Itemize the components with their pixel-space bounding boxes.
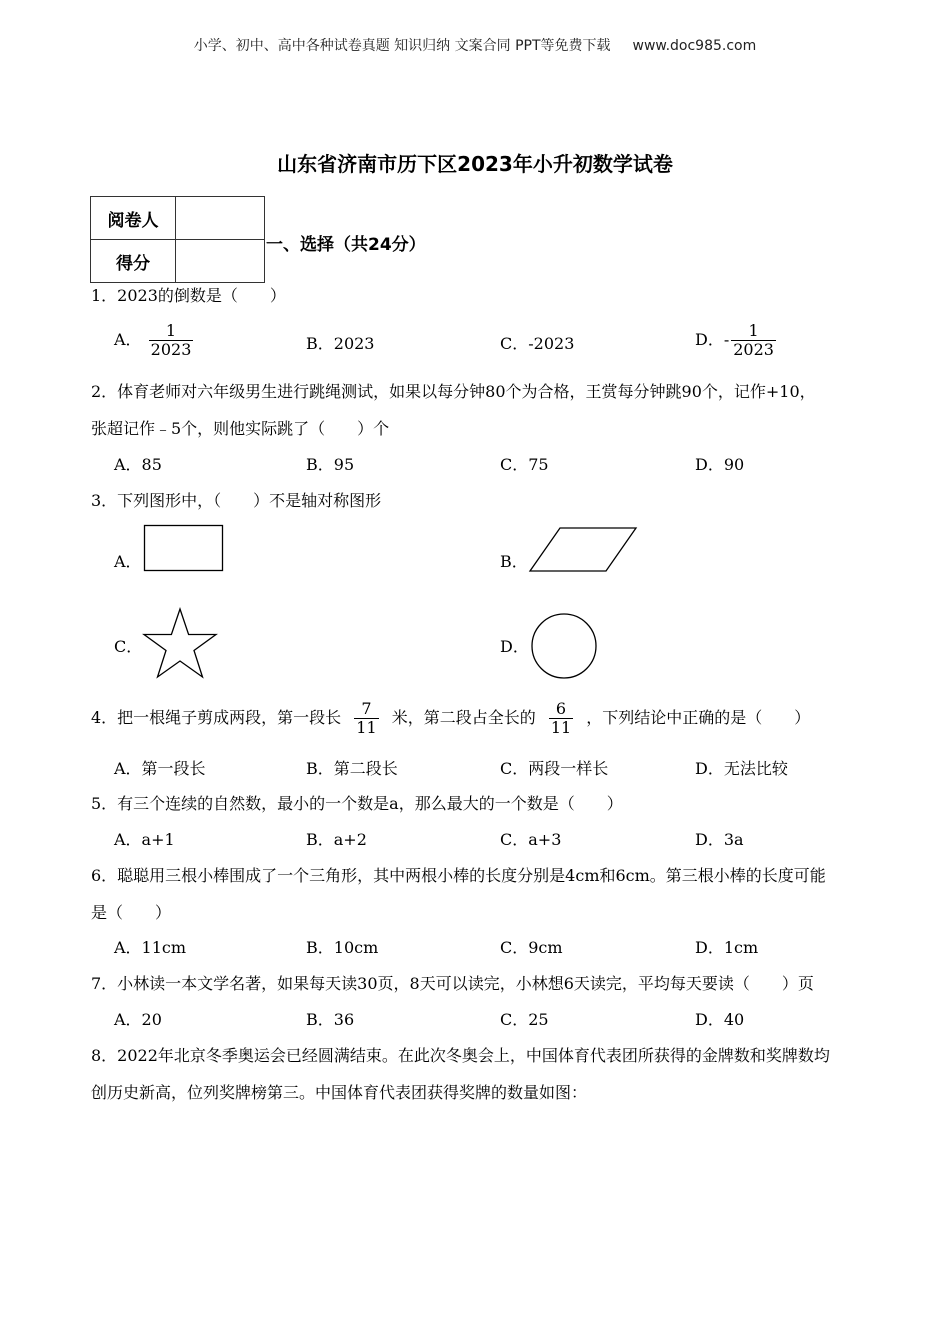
fraction	[549, 700, 573, 737]
star-icon	[141, 607, 219, 679]
question-8-line-1: 8．2022年北京冬季奥运会已经圆满结束。在此次冬奥会上，中国体育代表团所获得的金牌数和奖牌数均	[91, 1046, 830, 1065]
q4-text-suffix: ，下列结论中正确的是（ ）	[586, 708, 811, 727]
q6-option-d[interactable]: D．1cm	[695, 938, 759, 957]
score-label: 得分	[91, 240, 176, 283]
fraction-denominator: 2023	[150, 340, 192, 359]
rectangle-icon	[143, 524, 225, 574]
q1-option-c[interactable]: C．-2023	[500, 334, 575, 353]
q1-option-b[interactable]: B．2023	[306, 334, 375, 353]
q7-option-b[interactable]: B．36	[306, 1010, 355, 1029]
fraction-denominator: 2023	[733, 340, 774, 359]
q3-option-c[interactable]: C．	[114, 637, 143, 656]
grader-field[interactable]	[176, 197, 265, 240]
q5-option-c[interactable]: C．a+3	[500, 830, 562, 849]
option-label: A．	[114, 330, 142, 349]
q7-option-a[interactable]: A．20	[114, 1010, 162, 1029]
question-2-line-1: 2．体育老师对六年级男生进行跳绳测试，如果以每分钟80个为合格，王赏每分钟跳90个，记作+10，	[91, 382, 816, 401]
q2-option-d[interactable]: D．90	[695, 455, 745, 474]
question-5: 5．有三个连续的自然数，最小的一个数是a，那么最大的一个数是（ ）	[91, 794, 623, 813]
question-2-line-2: 张超记作﹣5个，则他实际跳了（ ）个	[91, 419, 390, 438]
q7-option-c[interactable]: C．25	[500, 1010, 549, 1029]
q4-text-prefix: 4．把一根绳子剪成两段，第一段长	[91, 708, 342, 727]
q5-option-a[interactable]: A．a+1	[114, 830, 175, 849]
q1-option-a[interactable]	[114, 322, 195, 359]
page-title: 山东省济南市历下区2023年小升初数学试卷	[277, 152, 673, 176]
parallelogram-icon	[528, 526, 638, 574]
q3-option-d[interactable]: D．	[500, 637, 529, 656]
q4-text-mid: 米，第二段占全长的	[391, 708, 536, 727]
section-heading: 一、选择（共24分）	[266, 235, 426, 255]
fraction-denominator: 11	[356, 718, 377, 737]
q2-option-b[interactable]: B．95	[306, 455, 355, 474]
fraction	[149, 322, 194, 359]
question-6-line-1: 6．聪聪用三根小棒围成了一个三角形，其中两根小棒的长度分别是4cm和6cm。第三根小棒的长度可能	[91, 866, 826, 885]
q6-option-c[interactable]: C．9cm	[500, 938, 563, 957]
question-6-line-2: 是（ ）	[91, 903, 172, 922]
fraction-numerator: 1	[165, 321, 177, 340]
grader-table	[90, 196, 265, 283]
q2-option-c[interactable]: C．75	[500, 455, 549, 474]
question-1: 1．2023的倒数是（ ）	[91, 286, 286, 305]
circle-icon	[529, 612, 599, 680]
q4-option-d[interactable]: D．无法比较	[695, 759, 788, 778]
site-header-text: 小学、初中、高中各种试卷真题 知识归纳 文案合同 PPT等免费下载	[193, 38, 611, 54]
q6-option-b[interactable]: B．10cm	[306, 938, 379, 957]
q4-option-a[interactable]: A．第一段长	[114, 759, 206, 778]
fraction-numerator: 1	[748, 321, 759, 340]
fraction-numerator: 6	[555, 699, 567, 718]
option-label: D．-	[695, 330, 730, 349]
q5-option-b[interactable]: B．a+2	[306, 830, 367, 849]
fraction	[354, 700, 378, 737]
question-4	[91, 700, 810, 737]
q6-option-a[interactable]: A．11cm	[114, 938, 187, 957]
q4-option-c[interactable]: C．两段一样长	[500, 759, 609, 778]
q3-option-a[interactable]: A．	[114, 552, 142, 571]
q2-option-a[interactable]: A．85	[114, 455, 162, 474]
question-8-line-2: 创历史新高，位列奖牌榜第三。中国体育代表团获得奖牌的数量如图：	[91, 1083, 588, 1102]
site-header	[0, 35, 950, 55]
q1-option-d[interactable]	[695, 322, 778, 359]
q4-option-b[interactable]: B．第二段长	[306, 759, 398, 778]
question-7: 7．小林读一本文学名著，如果每天读30页，8天可以读完，小林想6天读完，平均每天要读（ ）页	[91, 974, 814, 993]
grader-label: 阅卷人	[91, 197, 176, 240]
q5-option-d[interactable]: D．3a	[695, 830, 744, 849]
q7-option-d[interactable]: D．40	[695, 1010, 745, 1029]
fraction	[731, 322, 776, 359]
question-3: 3．下列图形中，（ ）不是轴对称图形	[91, 491, 382, 510]
q3-option-b[interactable]: B．	[500, 552, 528, 571]
fraction-numerator: 7	[361, 699, 372, 718]
fraction-denominator: 11	[550, 718, 572, 737]
site-url[interactable]: www.doc985.com	[632, 38, 757, 54]
score-field[interactable]	[176, 240, 265, 283]
